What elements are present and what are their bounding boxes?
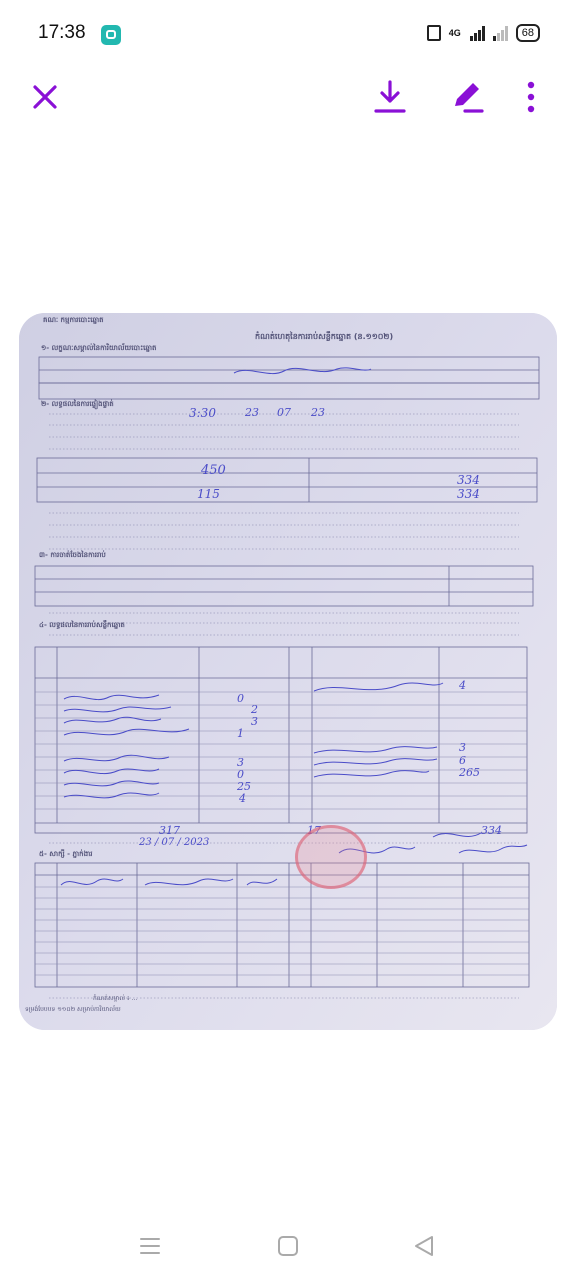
right-value: 4 [459,679,466,692]
recent-apps-icon [139,1236,161,1256]
doc-title: កំណត់ហេតុនៃការរាប់សន្លឹកឆ្នោត (ន.១១០២) [255,332,394,341]
vibrate-icon [427,25,441,41]
doc-section-5: ៥- សាក្សី - ភ្នាក់ងារ [39,850,93,858]
hand-value-2: 334 [457,473,480,487]
network-type: 4G [448,28,461,38]
doc-header-left: គណៈ កម្មការបោះឆ្នោត [43,316,104,324]
recent-apps-button[interactable] [130,1226,170,1266]
official-stamp [295,825,367,889]
list-value: 3 [237,756,244,769]
list-value: 1 [237,727,244,740]
system-navigation-bar [0,1200,576,1280]
list-value: 25 [237,780,251,793]
hand-date-day: 23 [245,406,259,419]
message-notification-icon [101,25,121,45]
home-button[interactable] [268,1226,308,1266]
back-button[interactable] [404,1226,444,1266]
system-icons [427,24,540,42]
document-photo[interactable] [19,313,557,1030]
hand-value-7: 334 [481,824,502,837]
list-value: 2 [251,703,258,716]
edit-icon [449,79,485,115]
hand-footer-date: 23 / 07 / 2023 [139,837,210,848]
download-icon [373,79,407,115]
right-value: 6 [459,754,466,767]
hand-value-5: 317 [159,824,180,837]
document-page [19,313,557,1030]
hand-value-3: 115 [197,487,220,501]
list-value: 3 [251,715,258,728]
close-icon [32,84,58,110]
back-icon [413,1235,435,1257]
home-icon [277,1235,299,1257]
status-bar [0,0,576,70]
doc-section-4: ៤- លទ្ធផលនៃការរាប់សន្លឹកឆ្នោត [39,621,125,629]
handwriting-scribbles [19,313,557,1030]
hand-value-1: 450 [201,463,226,478]
right-value: 265 [459,766,480,779]
hand-value-6: 17 [307,824,321,837]
doc-section-2: ២- លទ្ធផលនៃការផ្ទៀងផ្ទាត់ [41,400,114,408]
viewer-toolbar [0,70,576,126]
download-button[interactable] [368,70,412,124]
right-value: 3 [459,741,466,754]
no-signal-icon [493,25,508,41]
hand-date-month: 07 [277,406,291,419]
hand-value-4: 334 [457,487,480,501]
doc-section-1: ១- លក្ខណៈសម្គាល់នៃការិយាល័យបោះឆ្នោត [41,344,157,352]
list-value: 0 [237,768,244,781]
close-button[interactable] [23,70,67,124]
doc-footer: កំណត់សម្គាល់ ៖ ... [93,995,138,1002]
list-value: 0 [237,692,244,705]
list-value: 4 [239,792,246,805]
signal-icon [470,25,485,41]
doc-section-3: ៣- ការចាត់ចែងនៃការរាប់ [39,551,106,559]
edit-button[interactable] [445,70,489,124]
hand-time: 3:30 [189,406,216,420]
clock: 17:38 [38,22,86,43]
more-options-button[interactable] [509,70,553,124]
doc-footer-2: ទម្រង់បែបបទ ១១០២ សម្រាប់ការិយាល័យ [25,1006,121,1013]
more-icon [526,81,536,113]
hand-date-year: 23 [311,406,325,419]
battery-icon: 68 [516,24,540,42]
